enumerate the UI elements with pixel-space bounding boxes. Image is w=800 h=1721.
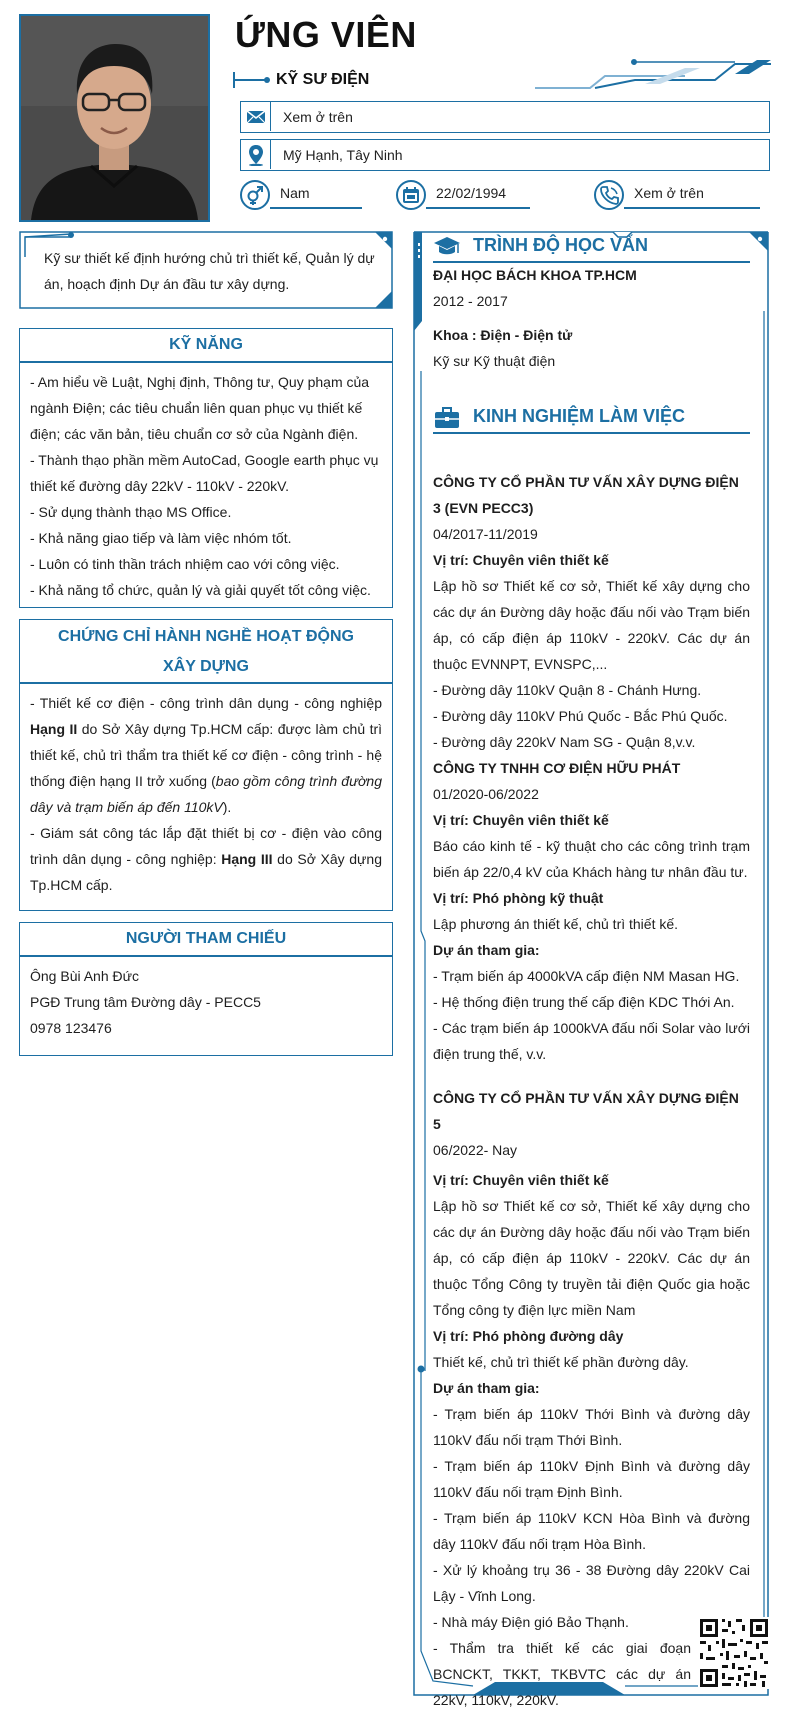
skill-item: - Khả năng giao tiếp và làm việc nhóm tốt. (30, 530, 292, 546)
profile-photo (19, 14, 210, 222)
qr-code-icon[interactable] (698, 1617, 770, 1689)
skill-item: - Luôn có tinh thần trách nhiệm cao với công việc. (30, 556, 340, 572)
job3-company: CÔNG TY CỔ PHẦN TƯ VẤN XÂY DỰNG ĐIỆN 5 (433, 1090, 739, 1132)
experience-title: KINH NGHIỆM LÀM VIỆC (473, 406, 686, 426)
job2-desc-1: Báo cáo kinh tế - kỹ thuật cho các công trình trạm biến áp 22/0,4 kV của Khách hàng tư nhân đầu tư. (433, 838, 750, 880)
reference-phone[interactable]: 0978 123476 (30, 1020, 112, 1036)
skills-box (19, 362, 393, 608)
header-circuit-decoration (535, 58, 771, 92)
job2-project: - Các trạm biến áp 1000kVA đấu nối Solar vào lưới điện trung thế, v.v. (433, 1020, 750, 1062)
title-connector-icon (232, 70, 272, 90)
certificates-box (19, 683, 393, 911)
certificates-title: CHỨNG CHỈ HÀNH NGHỀ HOẠT ĐỘNG XÂY DỰNG (19, 619, 393, 683)
job2-company: CÔNG TY TNHH CƠ ĐIỆN HỮU PHÁT (433, 760, 681, 776)
school-years: 2012 - 2017 (433, 293, 508, 309)
job1-period: 04/2017-11/2019 (433, 526, 538, 542)
job3-project: - Trạm biến áp 110kV Thới Bình và đường dây 110kV đấu nối trạm Thới Bình. (433, 1406, 750, 1448)
job1-project: - Đường dây 110kV Phú Quốc - Bắc Phú Quốc. (433, 708, 728, 724)
calendar-icon (396, 180, 426, 210)
job1-role: Vị trí: Chuyên viên thiết kế (433, 552, 609, 568)
job3-project: - Trạm biến áp 110kV Định Bình và đường dây 110kV đấu nối trạm Định Bình. (433, 1458, 750, 1500)
birthday-value: 22/02/1994 (436, 185, 507, 201)
skill-item: - Khả năng tổ chức, quản lý và giải quyết tốt công việc. (30, 582, 371, 598)
references-content (30, 963, 382, 1041)
job3-project: - Trạm biến áp 110kV KCN Hòa Bình và đường dây 110kV đấu nối trạm Hòa Bình. (433, 1510, 750, 1552)
email-row (240, 101, 770, 133)
job3-project: - Thẩm tra thiết kế các giai đoạn BCNCKT, TKKT, TKBVTC các dự án 22kV, 110kV, 220kV. (433, 1640, 691, 1708)
birthday-underline (426, 207, 530, 209)
address-row (240, 139, 770, 171)
education-title: TRÌNH ĐỘ HỌC VẤN (473, 235, 648, 255)
job2-project: - Hệ thống điện trung thế cấp điện KDC Thới An. (433, 994, 735, 1010)
graduation-cap-icon (433, 235, 461, 257)
faculty: Khoa : Điện - Điện tử (433, 327, 573, 343)
job3-role-2: Vị trí: Phó phòng đường dây (433, 1328, 624, 1344)
degree: Kỹ sư Kỹ thuật điện (433, 353, 556, 369)
job1-desc: Lập hồ sơ Thiết kế cơ sở, Thiết kế xây dựng cho các dự án Đường dây hoặc đấu nối vào Trạm biến áp, có cấp điện áp 110kV - 220kV. Các dự án thuộc EVNNPT, EVNSPC,... (433, 578, 750, 672)
skill-item: - Sử dụng thành thạo MS Office. (30, 504, 232, 520)
job3-desc-1: Lập hồ sơ Thiết kế cơ sở, Thiết kế xây dựng cho các dự án Đường dây hoặc đấu nối vào Trạm biến áp, có cấp điện áp 110kV - 220kV. Các dự án thuộc Tổng Công ty truyền tải điện Quốc gia hoặc Tổng công ty điện lực miền Nam (433, 1198, 750, 1318)
phone-icon (594, 180, 624, 210)
address-value: Mỹ Hạnh, Tây Ninh (283, 147, 403, 163)
references-title: NGƯỜI THAM CHIẾU (19, 922, 393, 956)
reference-position: PGĐ Trung tâm Đường dây - PECC5 (30, 994, 261, 1010)
job3-projects-label: Dự án tham gia: (433, 1380, 540, 1396)
person-silhouette-icon (21, 16, 208, 220)
skills-list (30, 369, 382, 603)
phone-underline (624, 207, 760, 209)
gender-underline (270, 207, 362, 209)
email-value[interactable]: Xem ở trên (283, 109, 353, 125)
job1-company: CÔNG TY CỔ PHẦN TƯ VẤN XÂY DỰNG ĐIỆN 3 (EVN PECC3) (433, 474, 739, 516)
skill-item: - Thành thạo phần mềm AutoCad, Google earth phục vụ thiết kế đường dây 22kV - 110kV - 220kV. (30, 452, 379, 494)
school-name: ĐẠI HỌC BÁCH KHOA TP.HCM (433, 267, 637, 283)
education-header (433, 233, 750, 263)
job3-project: - Nhà máy Điện gió Bảo Thạnh. (433, 1614, 629, 1630)
skill-item: - Am hiểu về Luật, Nghị định, Thông tư, Quy phạm của ngành Điện; các tiêu chuẩn liên quan phục vụ thiết kế điện; các văn bản, tiêu chuẩn cơ sở của Ngành điện. (30, 374, 370, 442)
job1-project: - Đường dây 220kV Nam SG - Quận 8,v.v. (433, 734, 696, 750)
reference-name: Ông Bùi Anh Đức (30, 968, 139, 984)
job3-role-1: Vị trí: Chuyên viên thiết kế (433, 1172, 609, 1188)
job2-role-1: Vị trí: Chuyên viên thiết kế (433, 812, 609, 828)
job2-desc-2: Lập phương án thiết kế, chủ trì thiết kế. (433, 916, 679, 932)
candidate-name: ỨNG VIÊN (235, 14, 417, 55)
job1-project: - Đường dây 110kV Quận 8 - Chánh Hưng. (433, 682, 702, 698)
job2-project: - Trạm biến áp 4000kVA cấp điện NM Masan HG. (433, 968, 740, 984)
job3-period: 06/2022- Nay (433, 1142, 518, 1158)
job2-projects-label: Dự án tham gia: (433, 942, 540, 958)
job3-project: - Xử lý khoảng trụ 36 - 38 Đường dây 220kV Cai Lậy - Vĩnh Long. (433, 1562, 750, 1604)
gender-icon (240, 180, 270, 210)
job2-role-2: Vị trí: Phó phòng kỹ thuật (433, 890, 604, 906)
job2-period: 01/2020-06/2022 (433, 786, 539, 802)
job3-desc-2: Thiết kế, chủ trì thiết kế phần đường dây. (433, 1354, 689, 1370)
experience-content (433, 469, 750, 1713)
map-pin-icon (241, 140, 271, 169)
briefcase-icon (433, 406, 461, 430)
education-content (433, 262, 750, 374)
gender-value: Nam (280, 185, 310, 201)
references-box (19, 956, 393, 1056)
envelope-icon (241, 102, 271, 131)
certificate-item-2: - Giám sát công tác lắp đặt thiết bị cơ - điện vào công trình dân dụng - công nghiệp: Hạng III do Sở Xây dựng Tp.HCM cấp. (30, 825, 382, 893)
objective-text: Kỹ sư thiết kế định hướng chủ trì thiết kế, Quản lý dự án, hoạch định Dự án đầu tư xây dựng. (44, 250, 375, 292)
job-title: KỸ SƯ ĐIỆN (276, 71, 370, 88)
skills-title: KỸ NĂNG (19, 328, 393, 362)
experience-header (433, 404, 750, 434)
phone-value[interactable]: Xem ở trên (634, 185, 704, 201)
certificate-item-1: - Thiết kế cơ điện - công trình dân dụng - công nghiệp Hạng II do Sở Xây dựng Tp.HCM cấp: được làm chủ trì thiết kế, chủ trì thẩm tra thiết kế cơ điện - công trình - hệ thống điện hạng II trở xuống (bao gồm công trình đường dây và trạm biến áp đến 110kV). (30, 695, 383, 815)
